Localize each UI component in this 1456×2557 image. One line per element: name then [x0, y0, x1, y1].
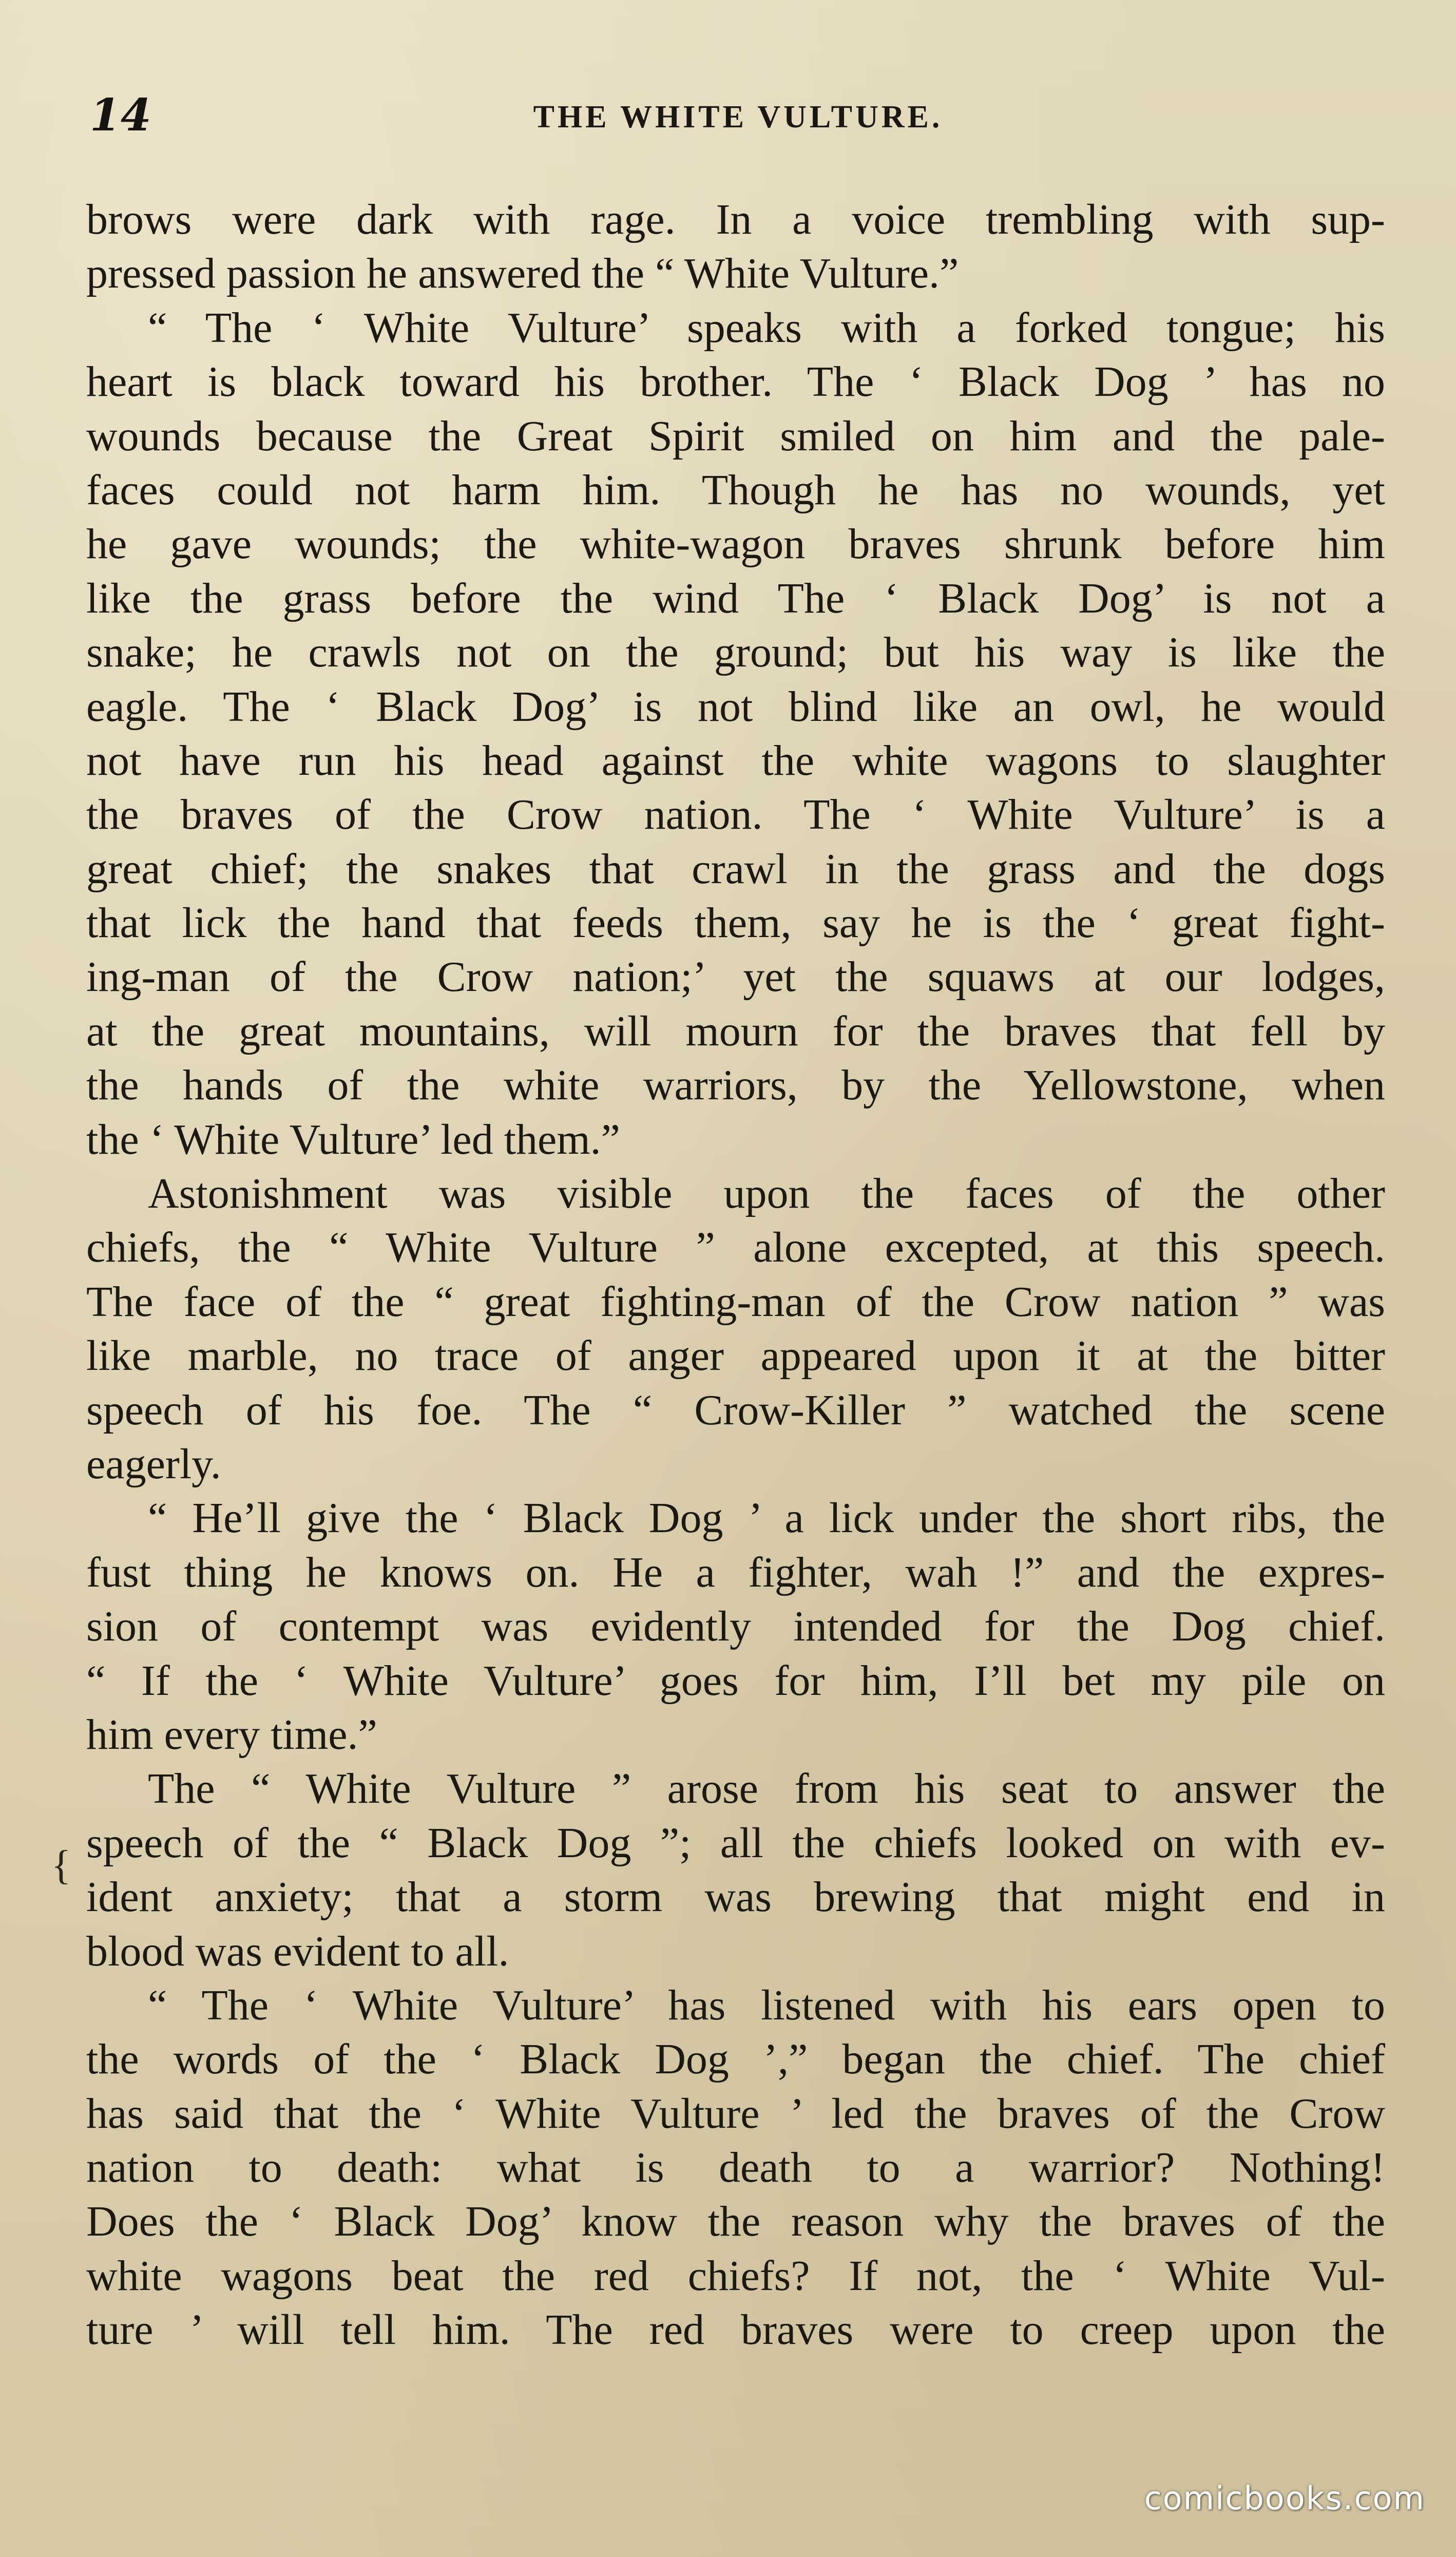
text-line: Astonishment was visible upon the faces of the other [148, 1170, 1385, 1218]
text-line: fust thing he knows on. He a fighter, wah !” and the expres- [86, 1548, 1385, 1596]
text-line: brows were dark with rage. In a voice trembling with sup- [86, 196, 1385, 243]
text-line: the ‘ White Vulture’ led them.” [86, 1115, 620, 1163]
text-line: the words of the ‘ Black Dog ’,” began the chief. The chief [86, 2035, 1385, 2084]
page-header [90, 89, 1386, 141]
text-line: he gave wounds; the white-wagon braves shrunk before him [86, 520, 1385, 568]
text-line: Does the ‘ Black Dog’ know the reason why the braves of the [86, 2198, 1385, 2246]
text-line: eagle. The ‘ Black Dog’ is not blind like an owl, he would [86, 682, 1385, 731]
text-line: not have run his head against the white wagons to slaughter [86, 736, 1385, 785]
text-line: The face of the “ great fighting-man of the Crow nation ” was [86, 1277, 1385, 1326]
text-line: like marble, no trace of anger appeared upon it at the bitter [86, 1332, 1385, 1380]
text-line: the hands of the white warriors, by the Yellowstone, when [86, 1061, 1385, 1110]
text-line: great chief; the snakes that crawl in the grass and the dogs [86, 845, 1385, 893]
text-line: heart is black toward his brother. The ‘ Black Dog ’ has no [86, 358, 1385, 406]
text-line: chiefs, the “ White Vulture ” alone excepted, at this speech. [86, 1224, 1385, 1272]
text-line: like the grass before the wind The ‘ Black Dog’ is not a [86, 574, 1385, 622]
text-line: “ He’ll give the ‘ Black Dog ’ a lick under the short ribs, the [148, 1494, 1385, 1542]
text-line: him every time.” [86, 1710, 377, 1759]
text-line: has said that the ‘ White Vulture ’ led the braves of the Crow [86, 2089, 1385, 2138]
text-line: white wagons beat the red chiefs? If not, the ‘ White Vul- [86, 2251, 1385, 2300]
text-line: eagerly. [86, 1440, 221, 1488]
page-number: 14 [90, 89, 151, 141]
watermark: comicbooks.com [1144, 2479, 1425, 2517]
text-line: sion of contempt was evidently intended for the Dog chief. [86, 1602, 1385, 1651]
text-line: “ The ‘ White Vulture’ has listened with his ears open to [148, 1981, 1385, 2029]
text-line: that lick the hand that feeds them, say he is the ‘ great fight- [86, 899, 1385, 947]
body-text [86, 193, 1385, 2357]
text-line: blood was evident to all. [86, 1927, 509, 1975]
text-line: pressed passion he answered the “ White Vulture.” [86, 250, 959, 298]
text-line: faces could not harm him. Though he has no wounds, yet [86, 466, 1385, 514]
text-line: ture ’ will tell him. The red braves were to creep upon the [86, 2306, 1385, 2354]
text-line: The “ White Vulture ” arose from his seat to answer the [148, 1765, 1385, 1813]
running-head: THE WHITE VULTURE. [533, 100, 943, 135]
text-line: “ If the ‘ White Vulture’ goes for him, I’ll bet my pile on [86, 1656, 1385, 1705]
text-line: the braves of the Crow nation. The ‘ White Vulture’ is a [86, 791, 1385, 839]
text-line: speech of the “ Black Dog ”; all the chiefs looked on with ev- [86, 1819, 1385, 1867]
text-line: speech of his foe. The “ Crow-Killer ” watched the scene [86, 1386, 1385, 1434]
text-line: wounds because the Great Spirit smiled on him and the pale- [86, 412, 1385, 460]
text-line: at the great mountains, will mourn for the braves that fell by [86, 1007, 1385, 1055]
margin-mark: { [51, 1843, 71, 1888]
text-line: snake; he crawls not on the ground; but his way is like the [86, 628, 1385, 677]
text-line: “ The ‘ White Vulture’ speaks with a forked tongue; his [148, 303, 1385, 352]
text-line: nation to death: what is death to a warrior? Nothing! [86, 2144, 1385, 2192]
text-line: ident anxiety; that a storm was brewing that might end in [86, 1873, 1385, 1921]
text-line: ing-man of the Crow nation;’ yet the squaws at our lodges, [86, 953, 1385, 1001]
